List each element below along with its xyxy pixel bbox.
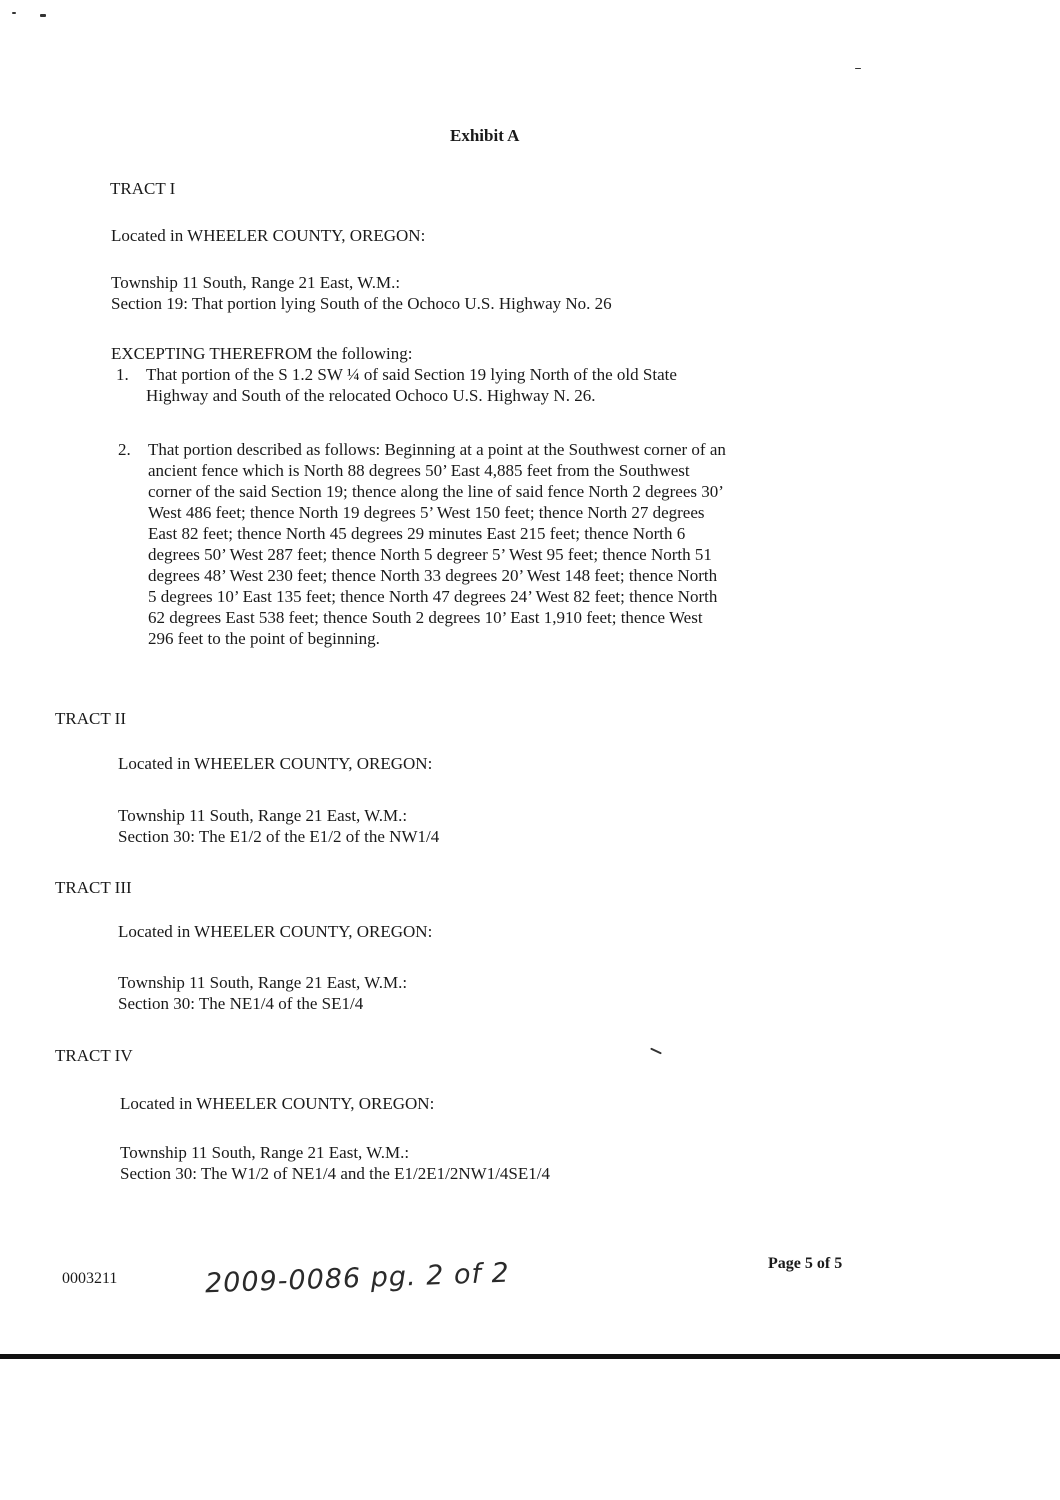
exception-1-line: That portion of the S 1.2 SW ¼ of said Section 19 lying North of the old State: [146, 365, 677, 384]
tract-4-heading: TRACT IV: [55, 1046, 133, 1065]
exception-2-line: corner of the said Section 19; thence along the line of said fence North 2 degrees 30’: [148, 482, 724, 501]
page-number: Page 5 of 5: [768, 1255, 843, 1272]
tract-3-section: Section 30: The NE1/4 of the SE1/4: [118, 994, 364, 1013]
exception-2-line: degrees 48’ West 230 feet; thence North 33 degrees 20’ West 148 feet; thence North: [148, 566, 718, 585]
scan-edge-line: [0, 1354, 1060, 1359]
exception-1-number: 1.: [116, 365, 129, 384]
exception-2-number: 2.: [118, 440, 131, 459]
document-number: 0003211: [62, 1270, 118, 1287]
tract-1-location: Located in WHEELER COUNTY, OREGON:: [111, 226, 426, 245]
tract-4-section: Section 30: The W1/2 of NE1/4 and the E1/2E1/2NW1/4SE1/4: [120, 1164, 550, 1183]
exception-2-line: 296 feet to the point of beginning.: [148, 629, 380, 648]
tract-2-section: Section 30: The E1/2 of the E1/2 of the NW1/4: [118, 827, 440, 846]
exception-2-line: 5 degrees 10’ East 135 feet; thence North 47 degrees 24’ West 82 feet; thence North: [148, 587, 718, 606]
exception-2-line: West 486 feet; thence North 19 degrees 5’ West 150 feet; thence North 27 degrees: [148, 503, 705, 522]
tract-2-heading: TRACT II: [55, 709, 126, 728]
scan-speck: [855, 68, 861, 69]
scan-speck: [650, 1048, 662, 1055]
exception-item-1: [116, 364, 846, 406]
exhibit-title: Exhibit A: [450, 126, 520, 145]
handwritten-note: 2009-0086 pg. 2 of 2: [204, 1257, 511, 1300]
exception-2-line: degrees 50’ West 287 feet; thence North 5 degreer 5’ West 95 feet; thence North 51: [148, 545, 712, 564]
exception-2-line: That portion described as follows: Beginning at a point at the Southwest corner of an: [148, 440, 726, 459]
exception-2-line: ancient fence which is North 88 degrees 50’ East 4,885 feet from the Southwest: [148, 461, 690, 480]
tract-1-heading: TRACT I: [110, 179, 176, 198]
exception-2-line: 62 degrees East 538 feet; thence South 2 degrees 10’ East 1,910 feet; thence West: [148, 608, 703, 627]
exception-2-line: East 82 feet; thence North 45 degrees 29 minutes East 215 feet; thence North 6: [148, 524, 686, 543]
tract-3-location: Located in WHEELER COUNTY, OREGON:: [118, 922, 433, 941]
tract-4-township: Township 11 South, Range 21 East, W.M.:: [120, 1143, 410, 1162]
tract-3-heading: TRACT III: [55, 878, 132, 897]
tract-1-section: Section 19: That portion lying South of the Ochoco U.S. Highway No. 26: [111, 294, 612, 313]
exception-item-2: [118, 439, 888, 649]
tract-2-location: Located in WHEELER COUNTY, OREGON:: [118, 754, 433, 773]
exception-1-line: Highway and South of the relocated Ochoco U.S. Highway N. 26.: [146, 386, 596, 405]
tract-4-location: Located in WHEELER COUNTY, OREGON:: [120, 1094, 435, 1113]
tract-2-township: Township 11 South, Range 21 East, W.M.:: [118, 806, 408, 825]
scan-speck: [12, 12, 16, 14]
scan-speck: [40, 14, 46, 17]
tract-1-township: Township 11 South, Range 21 East, W.M.:: [111, 273, 401, 292]
tract-3-township: Township 11 South, Range 21 East, W.M.:: [118, 973, 408, 992]
tract-1-excepting: EXCEPTING THEREFROM the following:: [111, 344, 413, 363]
